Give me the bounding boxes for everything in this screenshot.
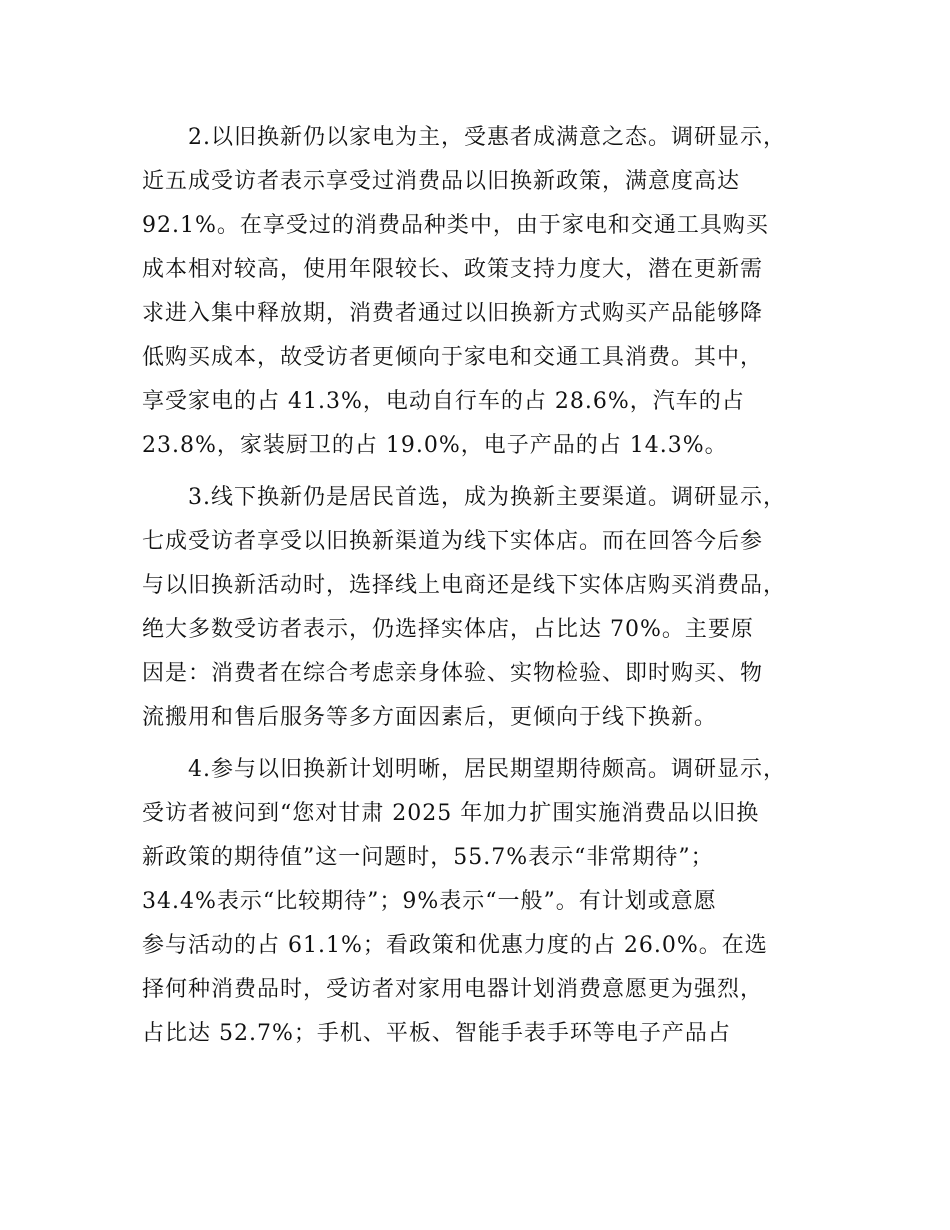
paragraph-offline-channel [142,476,822,740]
text-line: 因是：消费者在综合考虑亲身体验、实物检验、即时购买、物 [142,661,764,686]
text-line: 92.1%。在享受过的消费品种类中，由于家电和交通工具购买 [142,213,769,238]
paragraph-participation-plans [142,748,822,1056]
text-line: 低购买成本，故受访者更倾向于家电和交通工具消费。其中， [142,345,764,370]
text-line: 绝大多数受访者表示，仍选择实体店，占比达 70%。主要原 [142,617,754,642]
text-line: 4.参与以旧换新计划明晰，居民期望期待颇高。调研显示， [188,757,786,782]
text-line: 择何种消费品时，受访者对家用电器计划消费意愿更为强烈， [142,977,764,1002]
text-line: 享受家电的占 41.3%，电动自行车的占 28.6%，汽车的占 [142,389,745,414]
text-line: 23.8%，家装厨卫的占 19.0%，电子产品的占 14.3%。 [142,433,728,458]
text-line: 参与活动的占 61.1%；看政策和优惠力度的占 26.0%。在选 [142,933,768,958]
text-line: 2.以旧换新仍以家电为主，受惠者成满意之态。调研显示， [188,125,786,150]
text-line: 成本相对较高，使用年限较长、政策支持力度大，潜在更新需 [142,257,764,282]
text-line: 受访者被问到“您对甘肃 2025 年加力扩围实施消费品以旧换 [142,801,760,826]
document-body [142,116,822,1064]
text-line: 求进入集中释放期，消费者通过以旧换新方式购买产品能够降 [142,301,764,326]
text-line: 与以旧换新活动时，选择线上电商还是线下实体店购买消费品， [142,573,787,598]
text-line: 流搬用和售后服务等多方面因素后，更倾向于线下换新。 [142,705,718,730]
text-line: 新政策的期待值”这一问题时，55.7%表示“非常期待”； [142,845,714,870]
text-line: 34.4%表示“比较期待”；9%表示“一般”。有计划或意愿 [142,889,717,914]
text-line: 3.线下换新仍是居民首选，成为换新主要渠道。调研显示， [188,485,786,510]
text-line: 占比达 52.7%；手机、平板、智能手表手环等电子产品占 [142,1021,731,1046]
text-line: 七成受访者享受以旧换新渠道为线下实体店。而在回答今后参 [142,529,764,554]
text-line: 近五成受访者表示享受过消费品以旧换新政策，满意度高达 [142,169,741,194]
paragraph-trade-in-appliances [142,116,822,468]
